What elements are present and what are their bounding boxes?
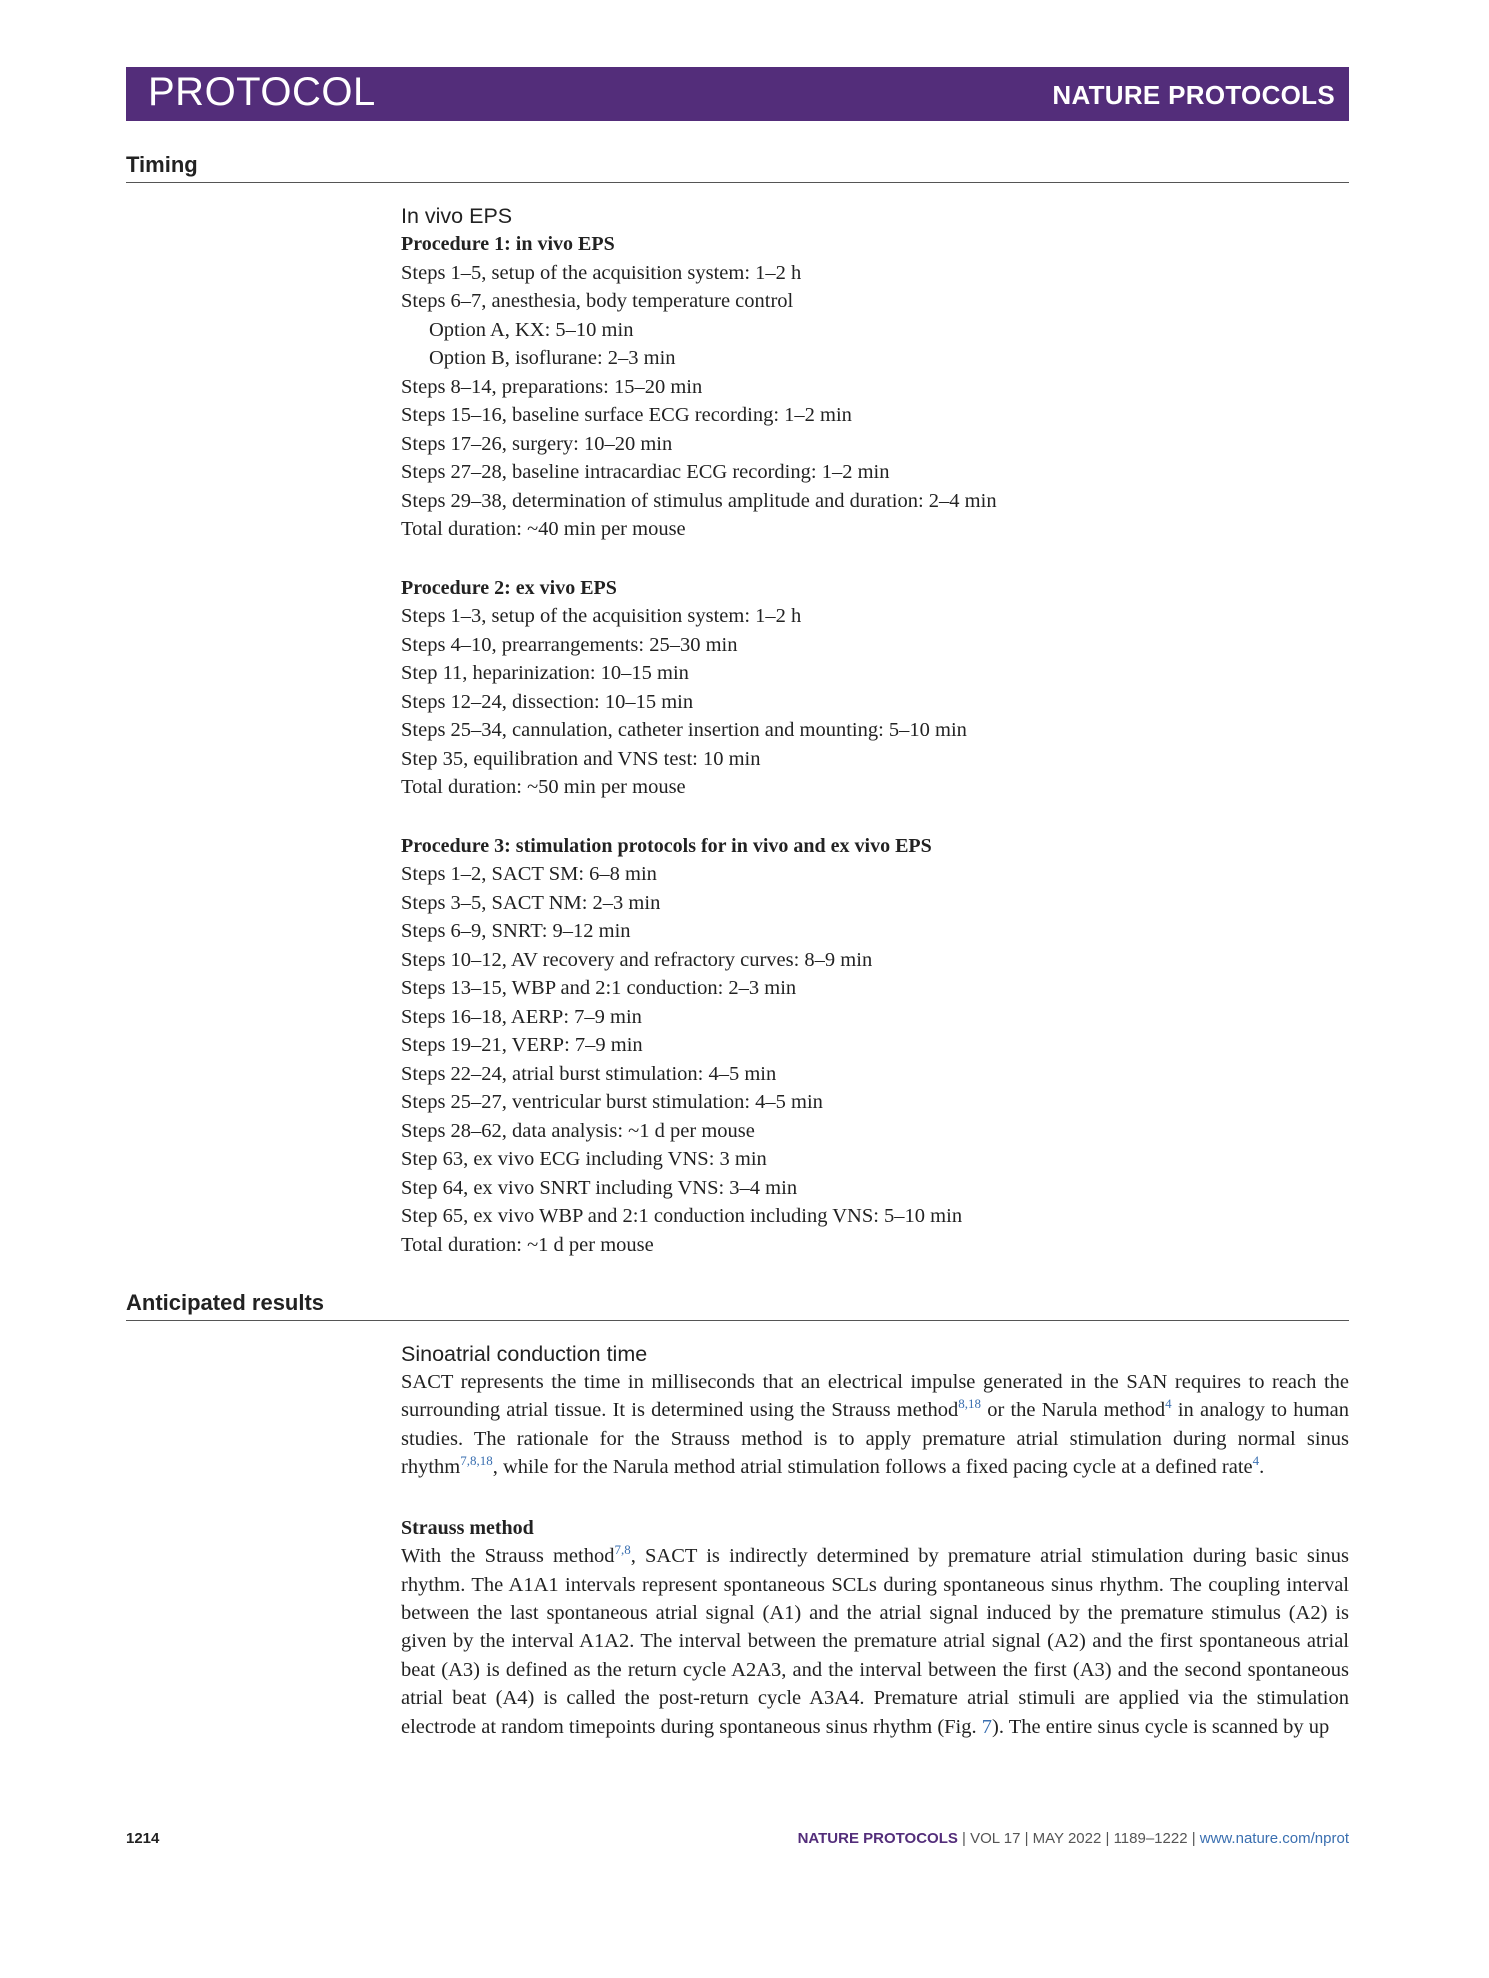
timing-step-line: Steps 13–15, WBP and 2:1 conduction: 2–3 min [401, 977, 797, 999]
figure-link[interactable]: 7 [981, 1715, 992, 1738]
timing-step-line: Total duration: ~50 min per mouse [401, 776, 686, 798]
results-content [401, 1340, 1349, 1741]
timing-step-line: Option A, KX: 5–10 min [429, 318, 634, 341]
journal-name: NATURE PROTOCOLS [1052, 80, 1335, 110]
timing-step-line: Steps 16–18, AERP: 7–9 min [401, 1005, 642, 1028]
timing-content [401, 202, 1349, 1259]
section-heading-anticipated-results: Anticipated results [126, 1290, 1349, 1321]
procedure-spacer [401, 802, 1349, 832]
timing-step-line: Step 63, ex vivo ECG including VNS: 3 min [401, 1148, 767, 1170]
timing-step-line: Steps 10–12, AV recovery and refractory curves: 8–9 min [401, 948, 873, 971]
timing-step-line: Steps 6–7, anesthesia, body temperature control [401, 290, 794, 312]
timing-step-line: Step 35, equilibration and VNS test: 10 min [401, 747, 761, 770]
timing-step-line: Steps 17–26, surgery: 10–20 min [401, 432, 673, 455]
timing-step-line: Steps 6–9, SNRT: 9–12 min [401, 920, 631, 942]
article-type-label: PROTOCOL [148, 70, 376, 114]
timing-step-line: Steps 29–38, determination of stimulus amplitude and duration: 2–4 min [401, 489, 997, 512]
strauss-method-heading: Strauss method [401, 1516, 534, 1539]
header-banner [126, 67, 1349, 121]
timing-step-line: Steps 4–10, prearrangements: 25–30 min [401, 633, 738, 656]
procedure-title: Procedure 3: stimulation protocols for in vivo and ex vivo EPS [401, 834, 932, 857]
citation-ref[interactable]: 7,8,18 [460, 1453, 493, 1469]
procedure-spacer [401, 544, 1349, 574]
timing-step-line: Step 11, heparinization: 10–15 min [401, 662, 689, 684]
timing-step-line: Steps 25–34, cannulation, catheter insertion and mounting: 5–10 min [401, 719, 967, 741]
timing-step-line: Steps 1–3, setup of the acquisition system: 1–2 h [401, 605, 802, 627]
page-number: 1214 [126, 1830, 160, 1847]
timing-step-line: Steps 19–21, VERP: 7–9 min [401, 1034, 643, 1056]
timing-step-line: Steps 1–2, SACT SM: 6–8 min [401, 863, 657, 885]
timing-step-line: Step 65, ex vivo WBP and 2:1 conduction including VNS: 5–10 min [401, 1205, 963, 1227]
journal-url-link[interactable]: www.nature.com/nprot [1199, 1830, 1349, 1847]
timing-step-line: Total duration: ~40 min per mouse [401, 518, 686, 540]
procedure-title: Procedure 1: in vivo EPS [401, 233, 615, 255]
timing-step-line: Step 64, ex vivo SNRT including VNS: 3–4 min [401, 1176, 798, 1199]
sact-intro-paragraph: SACT represents the time in milliseconds that an electrical impulse generated in the SAN requires to reach the surrounding atrial tissue. It is determined using the Strauss method$^{8,18}$ or the Narula method$^4$ in analogy to human studies. The rationale for the Strauss method is to apply premature atrial stimulation during normal sinus rhythm$^{7,8,18}$, while for the Narula method atrial stimulation follows a fixed pacing cycle at a defined rate$^4$. [401, 1371, 1349, 1479]
citation-ref[interactable]: 7,8 [614, 1542, 631, 1558]
timing-step-line: Steps 8–14, preparations: 15–20 min [401, 375, 703, 398]
timing-step-line: Option B, isoflurane: 2–3 min [429, 347, 676, 369]
timing-step-line: Steps 25–27, ventricular burst stimulation: 4–5 min [401, 1091, 823, 1113]
results-subheading: Sinoatrial conduction time [401, 1342, 648, 1366]
section-heading-timing: Timing [126, 152, 1349, 183]
strauss-method-paragraph: With the Strauss method$^{7,8}$, SACT is indirectly determined by premature atrial stimulation during basic sinus rhythm. The A1A1 intervals represent spontaneous SCLs during spontaneous sinus rhythm. The coupling interval between the last spontaneous atrial signal (A1) and the atrial signal induced by the premature stimulus (A2) is given by the interval A1A2. The interval between the premature atrial signal (A2) and the first spontaneous atrial beat (A3) is defined as the return cycle A2A3, and the interval between the first (A3) and the second spontaneous atrial beat (A4) is called the post-return cycle A3A4. Premature atrial stimuli are applied via the stimulation electrode at random timepoints during spontaneous sinus rhythm (Fig. 7). The entire sinus cycle is scanned by up [401, 1542, 1350, 1738]
timing-step-line: Steps 1–5, setup of the acquisition system: 1–2 h [401, 261, 802, 284]
timing-step-line: Steps 3–5, SACT NM: 2–3 min [401, 891, 661, 914]
citation-ref[interactable]: 8,18 [958, 1396, 982, 1412]
citation-ref[interactable]: 4 [1165, 1396, 1172, 1412]
citation-ref[interactable]: 4 [1252, 1453, 1260, 1469]
timing-step-line: Steps 28–62, data analysis: ~1 d per mouse [401, 1119, 755, 1142]
timing-step-line: Steps 15–16, baseline surface ECG recording: 1–2 min [401, 404, 852, 426]
procedure-title: Procedure 2: ex vivo EPS [401, 576, 617, 599]
procedure-list [401, 230, 1349, 1259]
footer-citation: NATURE PROTOCOLS | VOL 17 | MAY 2022 | 1189–1222 | www.nature.com/nprot [797, 1830, 1349, 1847]
page-footer [126, 1830, 1349, 1852]
timing-subheading: In vivo EPS [401, 204, 513, 228]
timing-step-line: Steps 12–24, dissection: 10–15 min [401, 690, 694, 713]
timing-step-line: Total duration: ~1 d per mouse [401, 1233, 654, 1256]
timing-step-line: Steps 22–24, atrial burst stimulation: 4–5 min [401, 1062, 777, 1085]
timing-step-line: Steps 27–28, baseline intracardiac ECG recording: 1–2 min [401, 461, 890, 483]
